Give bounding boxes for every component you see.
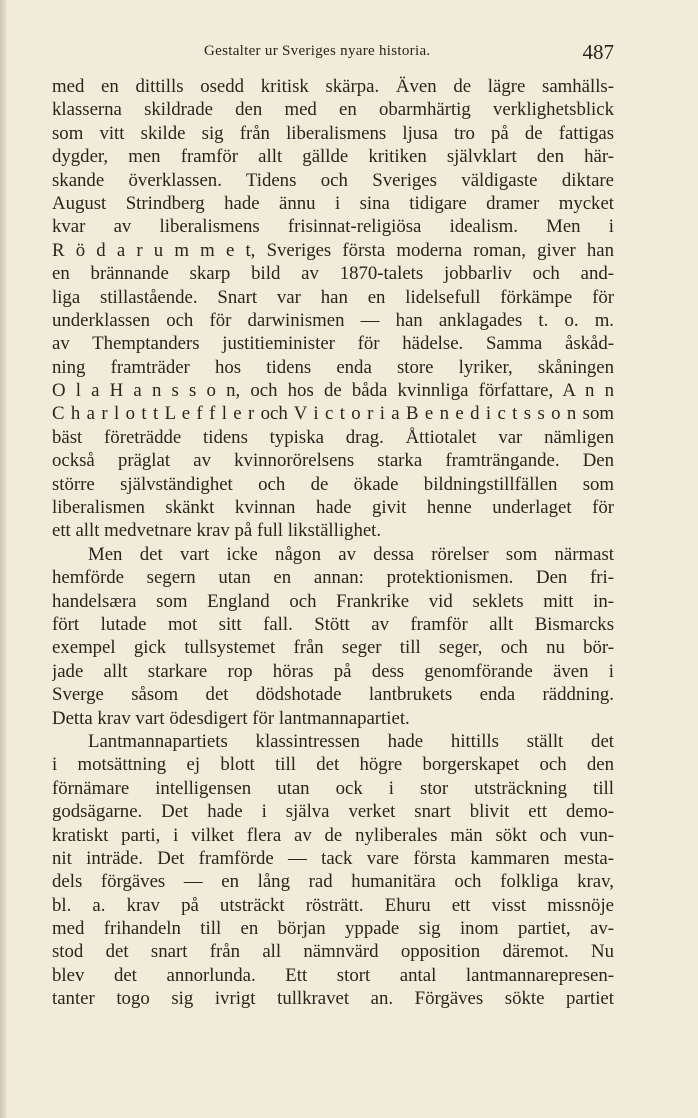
text-line: tanter togo sig ivrigt tullkravet an. Förgäves sökte partiet <box>52 988 614 1010</box>
text-line: liberalismen skänkt kvinnan hade givit henne underlaget för <box>52 497 614 519</box>
text-line: ett allt medvetnare krav på full likställighet. <box>52 520 382 542</box>
text-line: kvar av liberalismens frisinnat-religiösa idealism. Men i <box>52 216 614 238</box>
text-line: Lantmannapartiets klassintressen hade hittills ställt det <box>88 730 614 752</box>
text-line: kratiskt parti, i vilket flera av de nyliberales män sökt och vun- <box>52 824 614 846</box>
text-line: hemförde segern utan en annan: protektionismen. Den fri- <box>52 567 614 589</box>
running-title: Gestalter ur Sveriges nyare historia. <box>204 43 431 59</box>
text-line: handelsæra som England och Frankrike vid seklets mitt in- <box>52 590 614 612</box>
text-line: av Themptanders justitieminister för hädelse. Samma åskåd- <box>52 333 614 355</box>
body-text <box>52 75 614 1011</box>
text-line: en brännande skarp bild av 1870-talets jobbarliv och and- <box>52 263 614 285</box>
page-binding-edge <box>0 0 7 1118</box>
running-head <box>52 40 614 66</box>
text-line: förnämare intelligensen utan ock i stor utsträckning till <box>52 777 614 799</box>
text-line: O l a H a n s s o n, och hos de båda kvinnliga författare, A n n <box>52 380 614 402</box>
text-line: klasserna skildrade den med en obarmhärtig verklighetsblick <box>52 99 614 121</box>
text-line: skande överklassen. Tidens och Sveriges väldigaste diktare <box>52 169 614 191</box>
text-line: som vitt skilde sig från liberalismens ljusa tro på de fattigas <box>52 122 614 144</box>
text-line: blev det annorlunda. Ett stort antal lantmannarepresen- <box>52 964 614 986</box>
text-line: liga stillastående. Snart var han en lidelsefull förkämpe för <box>52 286 614 308</box>
text-line: i motsättning ej blott till det högre borgerskapet och den <box>52 754 614 776</box>
text-line: Men det vart icke någon av dessa rörelser som närmast <box>88 543 614 565</box>
text-line: bl. a. krav på utsträckt rösträtt. Ehuru ett visst missnöje <box>52 894 614 916</box>
text-line: dels förgäves — en lång rad humanitära och folkliga krav, <box>52 871 614 893</box>
text-line: nit inträde. Det framförde — tack vare första kammaren mesta- <box>52 847 614 869</box>
text-line: R ö d a r u m m e t, Sveriges första moderna roman, giver han <box>52 239 614 261</box>
text-line: bäst företrädde tidens typiska drag. Åttiotalet var nämligen <box>52 426 614 448</box>
text-line: jade allt starkare rop höras på dess genomförande även i <box>52 660 614 682</box>
page-number: 487 <box>582 40 614 64</box>
text-line: Sverge såsom det dödshotade lantbrukets enda räddning. <box>52 684 614 706</box>
text-line: också präglat av kvinnorörelsens starka framträngande. Den <box>52 450 614 472</box>
text-line: August Strindberg hade ännu i sina tidigare dramer mycket <box>52 192 614 214</box>
text-line: Detta krav vart ödesdigert för lantmannapartiet. <box>52 707 410 729</box>
text-line: godsägarne. Det hade i själva verket snart blivit ett demo- <box>52 801 614 823</box>
text-line: C h a r l o t t L e f f l e r och V i c t o r i a B e n e d i c t s s o n som <box>52 403 614 425</box>
text-line: större självständighet och de ökade bildningstillfällen som <box>52 473 614 495</box>
text-line: exempel gick tullsystemet från seger till seger, och nu bör- <box>52 637 614 659</box>
text-line: underklassen och för darwinismen — han anklagades t. o. m. <box>52 309 614 331</box>
text-line: med en dittills osedd kritisk skärpa. Även de lägre samhälls- <box>52 76 614 97</box>
text-line: med frihandeln till en början yppade sig inom partiet, av- <box>52 918 614 940</box>
text-line: ning framträder hos tidens enda store lyriker, skåningen <box>52 356 614 378</box>
text-line: stod det snart från all nämnvärd opposition däremot. Nu <box>52 941 614 963</box>
text-line: fört lutade mot sitt fall. Stött av framför allt Bismarcks <box>52 613 614 635</box>
text-line: dygder, men framför allt gällde kritiken självklart den här- <box>52 146 614 168</box>
